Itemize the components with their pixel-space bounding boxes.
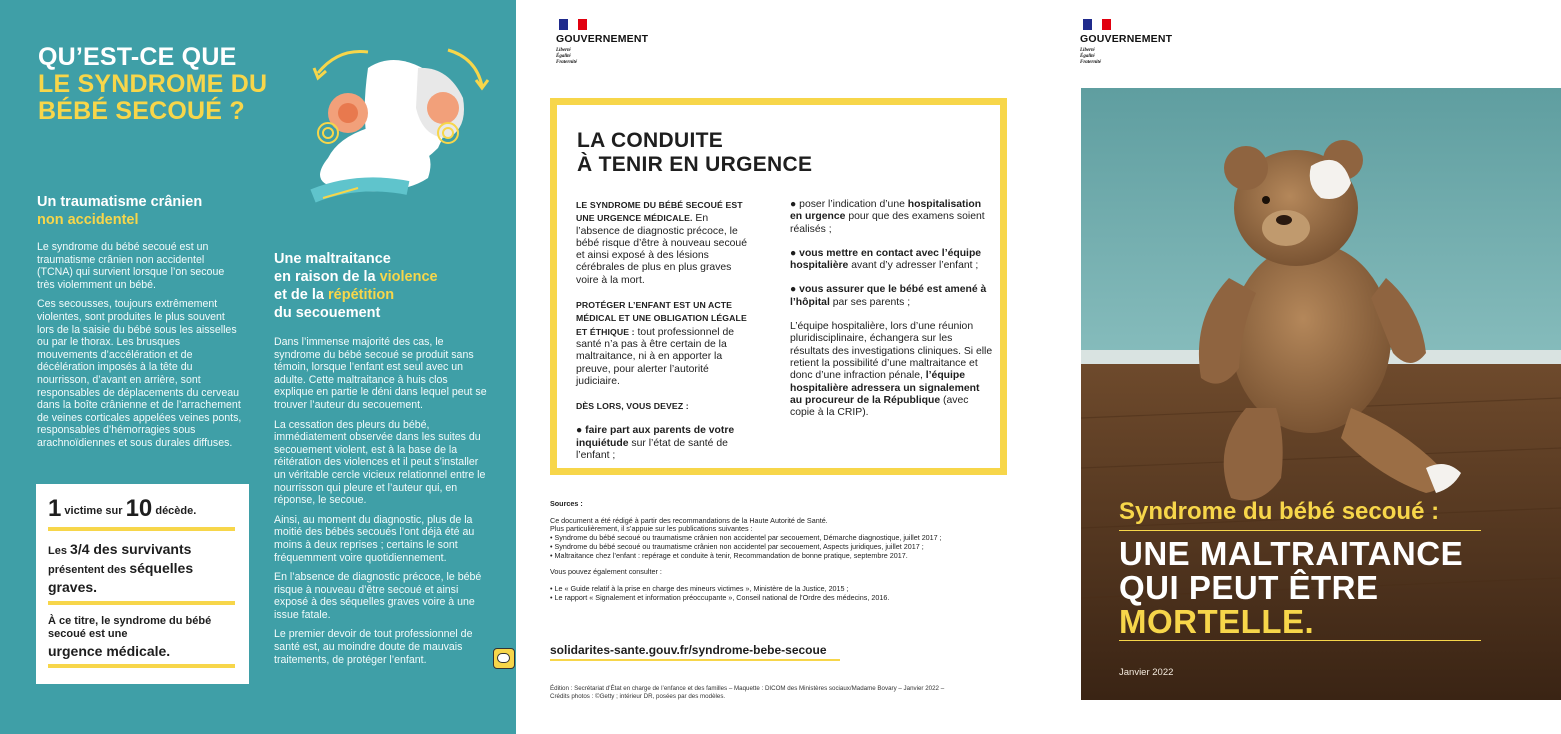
panel-what-is (0, 0, 516, 734)
bullet-item: ● vous assurer que le bébé est amené à l’hôpital par ses parents ; (790, 284, 987, 308)
cover-divider-bottom (1119, 640, 1481, 641)
cover-photo-teddy-bear (1081, 88, 1561, 700)
statistics-box (36, 484, 249, 684)
title-line-1: QU’EST-CE QUE (38, 43, 237, 71)
stat-emergency: À ce titre, le syndrome du bébé secoué est une urgence médicale. (48, 615, 212, 659)
government-logo: GOUVERNEMENT Liberté Égalité Fraternité (556, 19, 648, 66)
emergency-box (550, 98, 1007, 475)
paragraph: LE SYNDROME DU BÉBÉ SECOUÉ EST UNE URGENCE MÉDICALE. En l’absence de diagnostic précoce, le bébé risque d’être à nouveau secoué et ainsi exposé à des lésions cérébrales de plus en plus graves voire à la mort. (576, 200, 747, 286)
shaken-baby-illustration (298, 38, 498, 218)
paragraph: En l’absence de diagnostic précoce, le bébé risque à nouveau d’être secoué et ainsi exposé à des séquelles graves voire à une issue fatale. (274, 571, 482, 621)
paragraph: Le syndrome du bébé secoué est un traumatisme crânien non accidentel (TCNA) qui survient lorsque l’on secoue très violemment un bébé. (37, 241, 225, 291)
stat-sequelae: Les 3/4 des survivants présentent des séquelles graves. (48, 541, 194, 595)
french-flag-icon (559, 19, 587, 30)
box-title: LA CONDUITE À TENIR EN URGENCE (577, 129, 813, 176)
paragraph: La cessation des pleurs du bébé, immédiatement observée dans les suites du secouement violent, est à la base de la réitération des violences et il peut s’installer un véritable cercle vicieux relationnel entre le nourrisson qui pleure et l’auteur qui, en réponse, le secoue. (274, 418, 486, 507)
title-line-3: BÉBÉ SECOUÉ ? (38, 97, 245, 125)
credits: Édition : Secrétariat d’État en charge de l’enfance et des familles – Maquette : DICOM des Ministères sociaux/Madame Bovary – Janvier 2022 – Crédits photos : ©Getty ; intérieur DR, posées par des modèles. (550, 685, 945, 700)
title-line-2: LE SYNDROME DU (38, 70, 268, 98)
website-link[interactable]: solidarites-sante.gouv.fr/syndrome-bebe-secoue (550, 643, 827, 657)
yellow-divider (48, 601, 235, 605)
section-cranial-trauma (37, 193, 242, 450)
paragraph: PROTÉGER L’ENFANT EST UN ACTE MÉDICAL ET UNE OBLIGATION LÉGALE ET ÉTHIQUE : tout professionnel de santé n’a pas à être certain de la maltraitance, ni à en apporter la preuve, pour alerter l’autorité judiciaire. (576, 300, 747, 387)
republic-motto: Liberté Égalité Fraternité (1080, 48, 1102, 65)
republic-motto: Liberté Égalité Fraternité (556, 48, 578, 65)
bullet-item: ● faire part aux parents de votre inquiétude sur l’état de santé de l’enfant ; (576, 425, 735, 462)
section-heading: Un traumatisme crânien non accidentel (37, 194, 203, 228)
section-maltreatment (274, 250, 489, 666)
paragraph: L’équipe hospitalière, lors d’une réunion pluridisciplinaire, échangera sur les résultats des investigations cliniques. Si elle retient la possibilité d’une maltraitance et donc d’une infraction pénale, l’équipe hospitalière adressera un signalement au procureur de la République (avec copie à la CRIP). (790, 321, 993, 419)
panel1-title (38, 44, 267, 125)
yellow-divider (48, 664, 235, 668)
url-underline (550, 659, 840, 661)
section-heading: Une maltraitance en raison de la violence et de la répétition du secouement (274, 251, 438, 321)
panel-cover (1038, 0, 1561, 734)
bullet-item: ● poser l’indication d’une hospitalisation en urgence pour que des examens soient réalisés ; (790, 199, 985, 235)
bullet-item: ● vous mettre en contact avec l’équipe hospitalière avant d’y adresser l’enfant ; (790, 247, 982, 272)
paragraph: Ainsi, au moment du diagnostic, plus de la moitié des bébés secoués l’ont déjà été au moins à deux reprises ; certains le sont fréquemment voire quotidiennement. (274, 513, 475, 564)
yellow-divider (48, 527, 235, 531)
cover-main-title: UNE MALTRAITANCE QUI PEUT ÊTRE MORTELLE. (1119, 535, 1464, 640)
paragraph: Dans l’immense majorité des cas, le syndrome du bébé secoué se produit sans témoin, lorsque l’enfant est seul avec un adulte. Cette maltraitance à huis clos explique en partie le déni dans lequel peut se trouver l’auteur du secouement. (274, 336, 487, 411)
paragraph: Le premier devoir de tout professionnel de santé est, au moindre doute de mauvais traitements, de protéger l’enfant. (274, 628, 473, 666)
publication-date: Janvier 2022 (1119, 667, 1174, 678)
stat-mortality: 1 victime sur 10 décède. (48, 495, 197, 522)
government-logo: GOUVERNEMENT Liberté Égalité Fraternité (1080, 19, 1172, 66)
speech-bubble-icon[interactable] (493, 648, 515, 669)
cover-subtitle: Syndrome du bébé secoué : (1119, 498, 1440, 525)
paragraph: Ces secousses, toujours extrêmement violentes, sont produites le plus souvent lors de la saisie du bébé sous les aisselles ou par le thorax. Les brusques mouvements d’accélération et de décélération imposés à la tête du nourrisson, d’avant en arrière, sont responsables de déplacements du cerveau dans la boîte crânienne et de l’arrachement de veines corticales appelées veines ponts, responsables d’hémorragies sous arachnoïdiennes et sous durales diffuses. (37, 298, 242, 449)
emergency-column-right (790, 199, 993, 431)
emergency-column-left (576, 199, 751, 474)
panel-emergency-procedure (516, 0, 1038, 734)
french-flag-icon (1083, 19, 1111, 30)
paragraph: DÈS LORS, VOUS DEVEZ : (576, 401, 689, 412)
cover-divider-top (1119, 530, 1481, 531)
sources-section: Sources : Ce document a été rédigé à partir des recommandations de la Haute Autorité de Santé. Plus particulièrement, il s’appuie sur les publications suivantes : • Syndrome du bébé secoué ou traumatisme crânien non accidentel par secouement, Démarche diagnostique, juillet 2017 ; • Syndrome du bébé secoué ou traumatisme crânien non accidentel par secouement, Aspects juridiques, juillet 2017 ; • Maltraitance chez l’enfant : repérage et conduite à tenir, Recommandation de bonne pratique, septembre 2017. Vous pouvez également consulter : • Le « Guide relatif à la prise en charge des mineurs victimes », Ministère de la Justice, 2015 ; • Le rapport « Signalement et information préoccupante », Conseil national de l’Ordre des médecins, 2016. (550, 500, 1010, 602)
sources-title: Sources : (550, 499, 583, 508)
